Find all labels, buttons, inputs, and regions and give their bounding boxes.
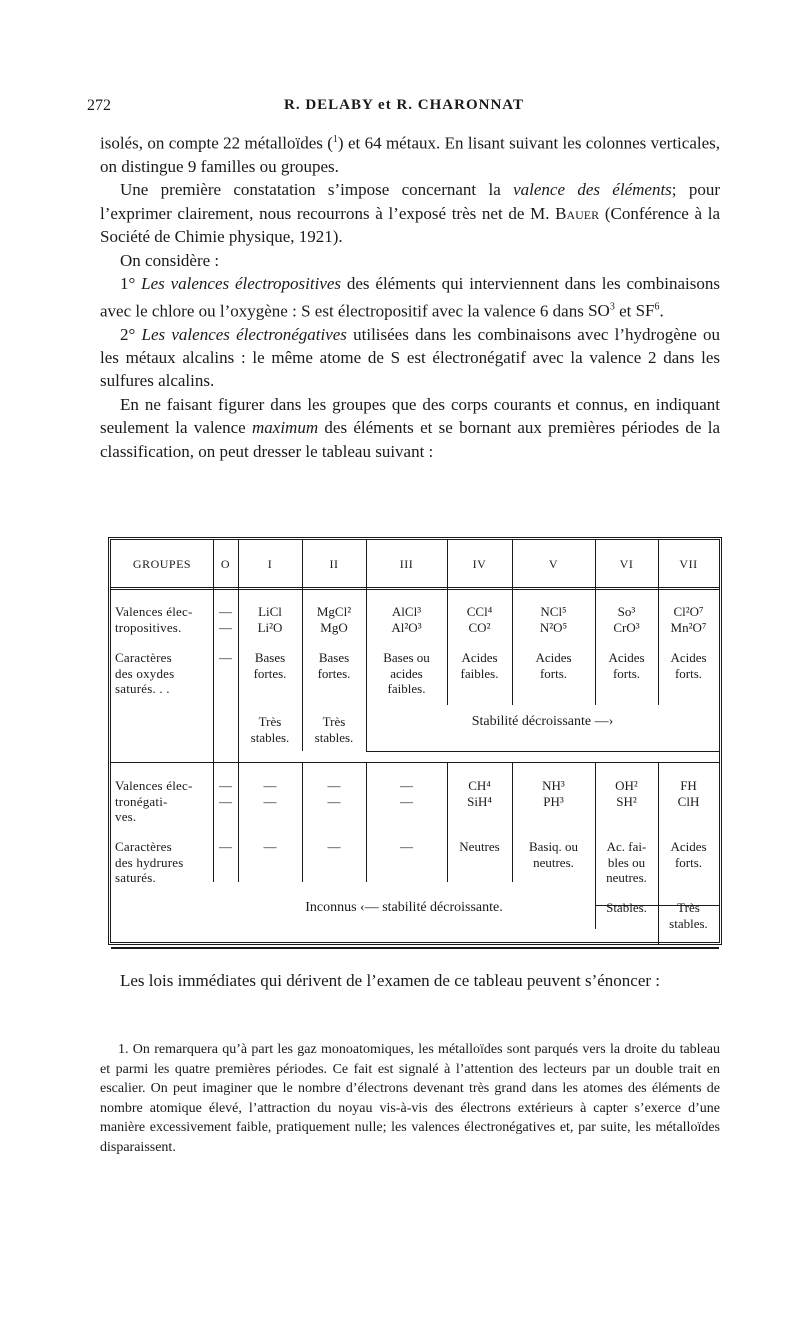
header-group-6: VI — [619, 557, 634, 571]
table-col-rule — [238, 540, 239, 882]
cell-line: forts. — [612, 665, 641, 681]
emphasis: Les valences électronégatives — [141, 324, 347, 344]
footnote-text: 1. On remarquera qu’à part les gaz monoatomiques, les métalloïdes sont parqués vers la droite du tableau et parmi les quatre premières périodes. Ce fait est signalé à l’attention des lecteurs par un double trait en escalier. On peut imaginer que le nombre d’électrons devenant très grand dans les atomes des éléments de nombre atomique élevé, l’attraction du noyau vis-à-vis des électrons extérieurs à capter s’exerce d’une manière excessivement faible, pratiquement nulle; les valences électronégatives et, par suite, les métalloïdes disparaissent. — [100, 1042, 720, 1155]
after-table-text — [100, 969, 720, 992]
formula — [636, 301, 660, 320]
cell-r2-g6 — [595, 650, 658, 681]
header-group-0: O — [220, 557, 231, 571]
cell-line: — — [400, 793, 413, 809]
emphasis: Les valences électropositives — [141, 274, 342, 294]
cell-line: — — [219, 778, 232, 793]
cell-line: — — [219, 619, 232, 635]
cell-line: bles ou — [607, 854, 646, 870]
cell-line: CCl⁴ — [466, 604, 493, 619]
cell-r1-g5 — [512, 604, 595, 635]
stability-decreasing-note: Stabilité décroissante —› — [471, 714, 614, 729]
cell-line: acides — [390, 665, 423, 681]
cell-line: forts. — [539, 665, 568, 681]
label-line: tronégati- — [115, 793, 168, 809]
cell-r2-g0 — [213, 650, 238, 666]
cell-line: OH² — [615, 778, 638, 793]
paragraph-6 — [100, 393, 720, 463]
text-run: des éléments qui interviennent dans les combinaisons avec le chlore ou l’oxygène : S est électropositif avec la valence 6 dans — [100, 274, 720, 321]
formula-sup: 6 — [654, 301, 660, 313]
running-title: R. DELABY et R. CHARONNAT — [284, 97, 524, 113]
formula-base: SO — [588, 301, 610, 321]
formula — [588, 301, 615, 320]
label-line: des hydrures — [115, 854, 184, 870]
cell-r5-g4 — [447, 839, 512, 855]
cell-r1-g1 — [238, 604, 302, 635]
cell-line: neutres. — [533, 854, 574, 870]
valence-table — [108, 537, 722, 945]
cell-line: neutres. — [606, 870, 647, 885]
cell-r1-g3 — [366, 604, 447, 635]
cell-line: — — [219, 793, 232, 809]
cell-line: Acides — [670, 839, 707, 854]
emphasis: maximum — [252, 418, 319, 438]
cell-line: N²O⁵ — [539, 619, 568, 635]
cell-r3-g1 — [238, 714, 302, 745]
cell-r1-g0 — [213, 604, 238, 635]
cell-r5-g1 — [238, 839, 302, 855]
cell-r4-g7 — [658, 778, 719, 809]
cell-r1-g2 — [302, 604, 366, 635]
text-run: . — [659, 301, 664, 321]
footnote — [100, 1040, 720, 1157]
text-run: isolés, on compte 22 métalloïdes ( — [100, 133, 333, 153]
text-run: Une première constatation s’impose concernant la — [120, 180, 514, 200]
cell-r6-g7 — [658, 900, 719, 931]
footnote-ref: 1 — [332, 134, 338, 145]
cell-line: faibles. — [387, 681, 426, 696]
formula-sup: 3 — [609, 301, 615, 313]
cell-line: — — [327, 839, 341, 854]
cell-line: Bases ou — [383, 650, 430, 665]
paragraph-4 — [100, 272, 720, 322]
cell-r2-g5 — [512, 650, 595, 681]
cell-line: So³ — [617, 604, 636, 619]
list-number: 2° — [120, 324, 136, 344]
cell-line: — — [327, 793, 341, 809]
cell-line: FH — [680, 778, 697, 793]
cell-line: SiH⁴ — [467, 793, 492, 809]
cell-r4-g3 — [366, 778, 447, 809]
cell-line: PH³ — [543, 793, 564, 809]
cell-line: AlCl³ — [391, 604, 422, 619]
label-line: des oxydes — [115, 665, 175, 681]
text-run: utilisées dans les combinaisons avec l’hydrogène ou les métaux alcalins : le même atome de S est électronégatif avec la valence 2 dans les sulfures alcalins. — [100, 324, 721, 391]
paragraph-2 — [100, 178, 720, 248]
author-name: Bauer — [555, 203, 600, 223]
cell-r5-g0 — [213, 839, 238, 855]
paragraph-1 — [100, 128, 720, 178]
text-run: ; pour l’exprimer clairement, nous recourrons à l’exposé très net de M. — [100, 180, 720, 223]
cell-line: MgO — [320, 619, 348, 635]
cell-line: stables. — [669, 915, 708, 931]
table-rule-sub — [366, 751, 719, 752]
cell-line: CO² — [468, 619, 491, 635]
cell-line: — — [263, 793, 277, 809]
cell-line: — — [263, 778, 277, 793]
label-line: tropositives. — [115, 619, 182, 635]
cell-line: NH³ — [542, 778, 565, 793]
cell-line: NCl⁵ — [540, 604, 567, 619]
cell-line: ClH — [677, 793, 700, 809]
cell-line: Ac. fai- — [606, 839, 647, 854]
label-line: Valences élec- — [115, 604, 193, 619]
table-header-rule — [111, 587, 719, 590]
header-group-2: II — [329, 557, 339, 571]
cell-r5-g6 — [595, 839, 658, 886]
emphasis: valence des éléments — [513, 180, 672, 200]
cell-line: Très — [258, 714, 282, 729]
cell-line: Très — [677, 900, 700, 915]
cell-line: Mn²O⁷ — [670, 619, 707, 635]
cell-r2-g7 — [658, 650, 719, 681]
cell-line: SH² — [616, 793, 637, 809]
cell-r4-g6 — [595, 778, 658, 809]
header-group-5: V — [548, 557, 559, 571]
cell-r5-g7 — [658, 839, 719, 870]
row-label-oxydes — [115, 650, 174, 697]
cell-line: fortes. — [253, 665, 287, 681]
cell-line: Basiq. ou — [528, 839, 579, 854]
cell-line: Acides — [535, 650, 572, 665]
label-line: saturés. . . — [115, 681, 170, 696]
cell-line: — — [400, 839, 413, 854]
cell-line: forts. — [674, 665, 703, 681]
body-text — [100, 128, 720, 463]
header-group-1: I — [267, 557, 273, 571]
cell-line: Très — [322, 714, 346, 729]
cell-line: CrO³ — [613, 619, 640, 635]
cell-r4-g0 — [213, 778, 238, 809]
cell-r1-g6 — [595, 604, 658, 635]
text-run: et — [614, 301, 636, 321]
table-rule-mid — [111, 762, 719, 763]
page-number: 272 — [87, 97, 111, 114]
cell-line: — — [327, 778, 341, 793]
cell-r2-g1 — [238, 650, 302, 681]
cell-r4-g5 — [512, 778, 595, 809]
cell-r5-g2 — [302, 839, 366, 855]
cell-r1-g4 — [447, 604, 512, 635]
cell-line: Li²O — [257, 619, 283, 635]
paragraph-5 — [100, 323, 720, 393]
cell-line: stables. — [250, 729, 290, 745]
formula-base: SF — [635, 301, 655, 321]
cell-r5-g5 — [512, 839, 595, 870]
text-run: (Conférence à la Société de Chimie physique, 1921). — [100, 203, 720, 247]
text-run: ) et 64 métaux. En lisant suivant les colonnes verticales, on distingue 9 familles ou groupes. — [100, 133, 720, 177]
cell-line: MgCl² — [316, 604, 352, 619]
row-label-electronegative — [115, 778, 193, 825]
paragraph-3: On considère : — [120, 250, 220, 270]
row-label-electropositive — [115, 604, 193, 635]
cell-r4-g1 — [238, 778, 302, 809]
label-line: Caractères — [115, 839, 172, 854]
label-line: saturés. — [115, 870, 156, 885]
cell-r2-g2 — [302, 650, 366, 681]
cell-line: — — [219, 650, 232, 665]
cell-r4-g2 — [302, 778, 366, 809]
cell-r2-g3 — [366, 650, 447, 697]
row-label-hydrures — [115, 839, 183, 886]
header-group-7: VII — [679, 557, 698, 571]
cell-line: — — [400, 778, 413, 793]
cell-r1-g7 — [658, 604, 719, 635]
header-groupes: GROUPES — [132, 557, 192, 571]
cell-r5-g3 — [366, 839, 447, 855]
cell-r2-g4 — [447, 650, 512, 681]
cell-line: Stables. — [606, 900, 647, 915]
cell-line: Al²O³ — [391, 619, 422, 635]
label-line: ves. — [115, 809, 137, 824]
cell-r6-g6 — [595, 900, 658, 916]
cell-line: CH⁴ — [468, 778, 491, 793]
text-run: En ne faisant figurer dans les groupes que des corps courants et connus, en indiquant seulement la valence — [100, 394, 720, 438]
header-group-3: III — [399, 557, 414, 571]
running-head — [87, 97, 721, 119]
cell-line: Bases — [254, 650, 286, 665]
cell-line: — — [263, 839, 277, 854]
cell-line: Acides — [608, 650, 645, 665]
cell-line: Neutres — [459, 839, 500, 854]
cell-r3-g2 — [302, 714, 366, 745]
cell-line: Acides — [461, 650, 498, 665]
cell-line: stables. — [314, 729, 354, 745]
text-run: des éléments et se bornant aux premières périodes de la classification, on peut dresser le tableau suivant : — [100, 418, 720, 461]
cell-line: — — [219, 604, 232, 619]
cell-line: Acides — [670, 650, 707, 665]
cell-line: LiCl — [258, 604, 282, 619]
paragraph-7: Les lois immédiates qui dérivent de l’examen de ce tableau peuvent s’énoncer : — [120, 971, 661, 990]
cell-line: — — [219, 839, 232, 854]
list-number: 1° — [120, 274, 136, 294]
table-col-rule — [213, 540, 214, 882]
label-line: Caractères — [115, 650, 172, 665]
cell-line: forts. — [674, 854, 703, 870]
cell-line: Bases — [318, 650, 350, 665]
cell-r4-g4 — [447, 778, 512, 809]
cell-line: fortes. — [317, 665, 351, 681]
header-group-4: IV — [472, 557, 487, 571]
cell-line: faibles. — [460, 665, 499, 681]
label-line: Valences élec- — [115, 778, 193, 793]
unknown-stability-note: Inconnus ‹— stabilité décroissante. — [305, 900, 503, 915]
cell-line: Cl²O⁷ — [673, 604, 704, 619]
